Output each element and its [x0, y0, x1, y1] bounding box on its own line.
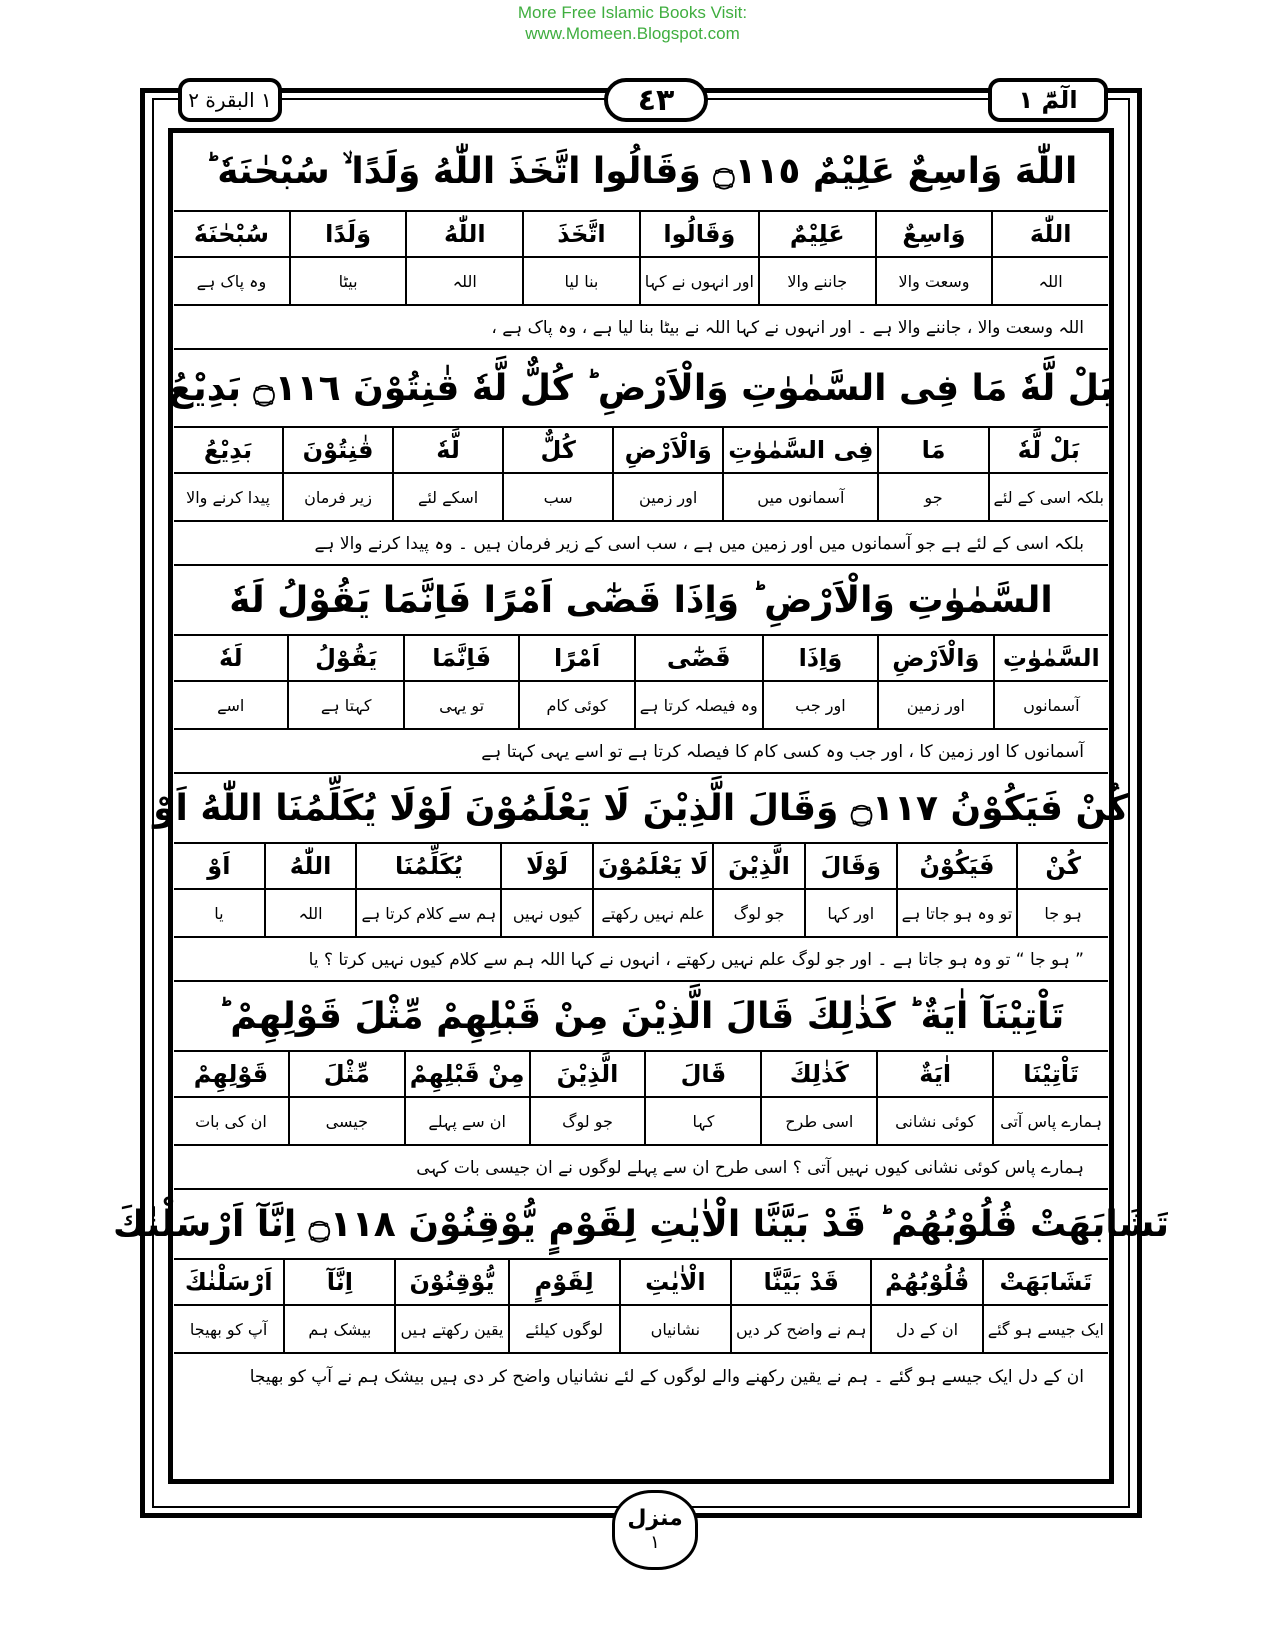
urdu-meaning: اسے: [217, 695, 245, 715]
word-cell: [522, 212, 639, 304]
verse-section: [174, 134, 1108, 350]
urdu-meaning: جاننے والا: [787, 271, 848, 291]
urdu-meaning: لوگوں کیلئے: [525, 1319, 604, 1339]
arabic-word: قٰنِتُوْنَ: [284, 428, 392, 474]
arabic-word: مَا: [879, 428, 987, 474]
urdu-meaning: ہم سے کلام کرتا ہے: [361, 903, 497, 923]
arabic-word: لَوْلَا: [502, 844, 592, 890]
word-cell: [762, 636, 877, 728]
urdu-meaning: اللہ: [298, 903, 323, 923]
urdu-meaning: بیشک ہم: [308, 1319, 372, 1339]
urdu-translation-line: آسمانوں کا اور زمین کا ، اور جب وہ کسی کام کا فیصلہ کرتا ہے تو اسے یہی کہتا ہے: [174, 730, 1108, 774]
urdu-meaning: اور زمین: [906, 695, 965, 715]
arabic-word: اتَّخَذَ: [524, 212, 639, 258]
verse-section: [174, 982, 1108, 1190]
arabic-word: تَاْتِيْنَا: [994, 1052, 1108, 1098]
verse-section: [112, 1190, 1170, 1398]
urdu-meaning: جو: [924, 487, 943, 507]
arabic-word: فَيَكُوْنُ: [898, 844, 1017, 890]
word-cell: [877, 636, 992, 728]
word-cell: [875, 212, 992, 304]
urdu-meaning: بنا لیا: [564, 271, 599, 291]
urdu-meaning: آسمانوں: [1023, 695, 1080, 715]
urdu-meaning: تو یہی: [439, 695, 485, 715]
urdu-translation-line: اللہ وسعت والا ، جاننے والا ہے ۔ اور انہوں نے کہا اللہ نے بیٹا بنا لیا ہے ، وہ پاک ہے ،: [174, 306, 1108, 350]
arabic-word: يُكَلِّمُنَا: [357, 844, 500, 890]
urdu-meaning: آپ کو بھیجا: [189, 1319, 268, 1339]
word-cell: [394, 1260, 507, 1352]
urdu-meaning: وسعت والا: [898, 271, 970, 291]
arabic-verse-line: بَلْ لَّهٗ مَا فِی السَّمٰوٰتِ وَالْاَرْضِ ؕ كُلٌّ لَّهٗ قٰنِتُوْنَ ۝١١٦ بَدِيْعُ: [174, 350, 1108, 428]
arabic-word: فَاِنَّمَا: [405, 636, 518, 682]
word-cell: [644, 1052, 760, 1144]
urdu-meaning: ہمارے پاس آتی: [1000, 1111, 1102, 1131]
word-cell: [712, 844, 804, 936]
word-cell: [289, 212, 406, 304]
word-cell: [991, 212, 1108, 304]
word-cell: [612, 428, 722, 520]
word-cell: [988, 428, 1108, 520]
urdu-meaning: کیوں نہیں: [512, 903, 582, 923]
word-cell: [287, 636, 402, 728]
urdu-meaning: پیدا کرنے والا: [186, 487, 270, 507]
word-cell: [758, 212, 875, 304]
arabic-word: اللّٰهُ: [407, 212, 522, 258]
word-cell: [877, 428, 987, 520]
urdu-meaning: تو وہ ہو جاتا ہے: [901, 903, 1013, 923]
word-cell: [174, 636, 287, 728]
urdu-translation-line: ان کے دل ایک جیسے ہو گئے ۔ ہم نے یقین رکھنے والے لوگوں کے لئے نشانیاں واضح کر دی ہیں بیشک ہم نے آپ کو بھیجا: [249, 1366, 1084, 1387]
urdu-meaning: اور کہا: [827, 903, 875, 923]
arabic-word: قُلُوْبُهُمْ: [872, 1260, 981, 1306]
arabic-word: كَذٰلِكَ: [762, 1052, 876, 1098]
page-content: [112, 134, 1170, 1398]
arabic-word: وَلَدًا: [291, 212, 406, 258]
word-cell: [264, 844, 356, 936]
urdu-meaning: اور انہوں نے کہا: [644, 271, 754, 291]
urdu-meaning: زیر فرمان: [304, 487, 372, 507]
word-by-word-table: [174, 636, 1108, 730]
urdu-meaning: بیٹا: [338, 271, 358, 291]
manzil-number: ١: [650, 1532, 660, 1553]
arabic-word: لَّهٗ: [394, 428, 502, 474]
word-cell: [174, 428, 282, 520]
urdu-meaning: جیسی: [325, 1111, 368, 1131]
urdu-meaning: ایک جیسے ہو گئے: [987, 1319, 1104, 1339]
urdu-meaning: ہم نے واضح کر دیں: [735, 1319, 867, 1339]
arabic-word: مِّثْلَ: [290, 1052, 404, 1098]
arabic-word: كُلٌّ: [504, 428, 612, 474]
urdu-meaning: اور جب: [795, 695, 846, 715]
arabic-word: وَقَالَ: [806, 844, 896, 890]
word-cell: [404, 1052, 529, 1144]
arabic-word: قَوْلِهِمْ: [174, 1052, 288, 1098]
urdu-meaning: ہو جا: [1044, 903, 1082, 923]
arabic-word: تَشَابَهَتْ: [984, 1260, 1108, 1306]
arabic-word: وَاسِعٌ: [877, 212, 992, 258]
urdu-meaning: آسمانوں میں: [757, 487, 845, 507]
urdu-meaning: ان کے دل: [896, 1319, 959, 1339]
arabic-word: وَقَالُوا: [641, 212, 758, 258]
word-cell: [174, 1052, 288, 1144]
word-cell: [722, 428, 877, 520]
word-cell: [730, 1260, 870, 1352]
word-cell: [760, 1052, 876, 1144]
word-cell: [896, 844, 1017, 936]
arabic-word: لَهٗ: [174, 636, 287, 682]
word-cell: [174, 844, 264, 936]
arabic-verse-line: تَشَابَهَتْ قُلُوْبُهُمْ ؕ قَدْ بَيَّنَّا الْاٰيٰتِ لِقَوْمٍ يُّوْقِنُوْنَ ۝١١٨ اِنَّآ اَرْسَلْنٰكَ: [174, 1190, 1108, 1260]
verse-section: [168, 350, 1114, 566]
arabic-word: لِقَوْمٍ: [510, 1260, 619, 1306]
arabic-word: لَا يَعْلَمُوْنَ: [594, 844, 712, 890]
arabic-word: سُبْحٰنَهٗ: [174, 212, 289, 258]
word-cell: [392, 428, 502, 520]
word-cell: [518, 636, 633, 728]
urdu-meaning: یا: [214, 903, 224, 923]
word-by-word-table: [174, 428, 1108, 522]
word-by-word-table: [174, 1260, 1108, 1354]
promo-line-2[interactable]: www.Momeen.Blogspot.com: [525, 24, 740, 43]
arabic-word: وَالْاَرْضِ: [879, 636, 992, 682]
word-cell: [508, 1260, 619, 1352]
urdu-meaning: کوئی نشانی: [895, 1111, 976, 1131]
arabic-word: السَّمٰوٰتِ: [995, 636, 1108, 682]
urdu-meaning: سب: [543, 487, 573, 507]
verse-section: [153, 774, 1129, 982]
urdu-translation-line: بلکہ اسی کے لئے ہے جو آسمانوں میں اور زمین میں ہے ، سب اسی کے زیر فرمان ہیں ۔ وہ پیدا کرنے والا ہے: [174, 522, 1108, 566]
promo-banner: [0, 2, 1265, 44]
urdu-meaning: اسی طرح: [785, 1111, 854, 1131]
urdu-translation-line: ہمارے پاس کوئی نشانی کیوں نہیں آتی ؟ اسی طرح ان سے پہلے لوگوں نے ان جیسی بات کہی: [174, 1146, 1108, 1190]
word-cell: [804, 844, 896, 936]
word-cell: [405, 212, 522, 304]
word-cell: [174, 1260, 283, 1352]
arabic-word: اٰيَةٌ: [878, 1052, 992, 1098]
word-cell: [992, 1052, 1108, 1144]
word-cell: [403, 636, 518, 728]
urdu-meaning: اور زمین: [639, 487, 698, 507]
arabic-word: يُّوْقِنُوْنَ: [396, 1260, 507, 1306]
word-by-word-table: [174, 844, 1108, 938]
arabic-verse-line: كُنْ فَيَكُوْنُ ۝١١٧ وَقَالَ الَّذِيْنَ لَا يَعْلَمُوْنَ لَوْلَا يُكَلِّمُنَا اللّٰهُ اَوْ: [174, 774, 1108, 844]
word-cell: [500, 844, 592, 936]
page-number: ٤٣: [604, 78, 708, 122]
word-cell: [283, 1260, 394, 1352]
arabic-word: مِنْ قَبْلِهِمْ: [406, 1052, 529, 1098]
urdu-meaning: کہا: [692, 1111, 715, 1131]
urdu-meaning: کہتا ہے: [320, 695, 372, 715]
urdu-meaning: وہ فیصلہ کرتا ہے: [639, 695, 758, 715]
arabic-word: فِی السَّمٰوٰتِ: [724, 428, 877, 474]
urdu-meaning: اللہ: [452, 271, 477, 291]
arabic-word: اِنَّآ: [285, 1260, 394, 1306]
urdu-meaning: نشانیاں: [650, 1319, 701, 1339]
urdu-meaning: اسکے لئے: [417, 487, 479, 507]
word-by-word-table: [174, 1052, 1108, 1146]
word-cell: [502, 428, 612, 520]
urdu-meaning: کوئی کام: [546, 695, 608, 715]
arabic-word: عَلِيْمٌ: [760, 212, 875, 258]
arabic-verse-line: اللّٰهَ وَاسِعٌ عَلِيْمٌ ۝١١٥ وَقَالُوا اتَّخَذَ اللّٰهُ وَلَدًا ۙ سُبْحٰنَهٗ ؕ: [174, 134, 1108, 212]
word-cell: [288, 1052, 404, 1144]
urdu-meaning: علم نہیں رکھتے: [601, 903, 705, 923]
arabic-word: بَلْ لَّهٗ: [990, 428, 1108, 474]
para-label: الٓمّٓ ١: [988, 78, 1108, 122]
arabic-word: اللّٰهُ: [266, 844, 356, 890]
word-cell: [993, 636, 1108, 728]
word-cell: [355, 844, 500, 936]
arabic-word: الَّذِيْنَ: [714, 844, 804, 890]
word-cell: [876, 1052, 992, 1144]
arabic-word: الْاٰيٰتِ: [621, 1260, 730, 1306]
manzil-label: منزل: [627, 1506, 683, 1531]
word-cell: [1016, 844, 1108, 936]
urdu-meaning: جو لوگ: [562, 1111, 613, 1131]
urdu-meaning: اللہ: [1038, 271, 1063, 291]
verse-section: [174, 566, 1108, 774]
arabic-word: وَاِذَا: [764, 636, 877, 682]
word-cell: [982, 1260, 1108, 1352]
word-cell: [639, 212, 758, 304]
arabic-word: يَقُوْلُ: [289, 636, 402, 682]
surah-label: ١ البقرة ٢: [178, 78, 282, 122]
word-cell: [592, 844, 712, 936]
word-cell: [619, 1260, 730, 1352]
urdu-translation-line: ” ہو جا “ تو وہ ہو جاتا ہے ۔ اور جو لوگ علم نہیں رکھتے ، انہوں نے کہا اللہ ہم سے کلام کیوں نہیں کرتا ؟ یا: [174, 938, 1108, 982]
arabic-word: وَالْاَرْضِ: [614, 428, 722, 474]
word-cell: [174, 212, 289, 304]
arabic-word: اللّٰهَ: [993, 212, 1108, 258]
arabic-word: كُنْ: [1018, 844, 1108, 890]
arabic-word: قَضٰٓی: [636, 636, 762, 682]
urdu-meaning: یقین رکھتے ہیں: [400, 1319, 504, 1339]
manzil-badge: [612, 1490, 698, 1570]
urdu-meaning: بلکہ اسی کے لئے: [993, 487, 1104, 507]
word-cell: [634, 636, 762, 728]
promo-line-1: More Free Islamic Books Visit:: [517, 3, 748, 22]
word-cell: [282, 428, 392, 520]
arabic-word: اَمْرًا: [520, 636, 633, 682]
arabic-word: قَالَ: [646, 1052, 760, 1098]
arabic-verse-line: تَاْتِيْنَآ اٰيَةٌ ؕ كَذٰلِكَ قَالَ الَّذِيْنَ مِنْ قَبْلِهِمْ مِّثْلَ قَوْلِهِمْ ؕ: [174, 982, 1108, 1052]
urdu-meaning: جو لوگ: [733, 903, 785, 923]
word-cell: [870, 1260, 981, 1352]
arabic-word: اَوْ: [174, 844, 264, 890]
arabic-word: بَدِيْعُ: [174, 428, 282, 474]
arabic-word: الَّذِيْنَ: [531, 1052, 645, 1098]
arabic-word: قَدْ بَيَّنَّا: [732, 1260, 870, 1306]
urdu-meaning: ان سے پہلے: [428, 1111, 506, 1131]
urdu-meaning: وہ پاک ہے: [196, 271, 267, 291]
urdu-meaning: ان کی بات: [195, 1111, 267, 1131]
arabic-word: اَرْسَلْنٰكَ: [174, 1260, 283, 1306]
arabic-verse-line: السَّمٰوٰتِ وَالْاَرْضِ ؕ وَاِذَا قَضٰٓی اَمْرًا فَاِنَّمَا يَقُوْلُ لَهٗ: [174, 566, 1108, 636]
word-cell: [529, 1052, 645, 1144]
word-by-word-table: [174, 212, 1108, 306]
